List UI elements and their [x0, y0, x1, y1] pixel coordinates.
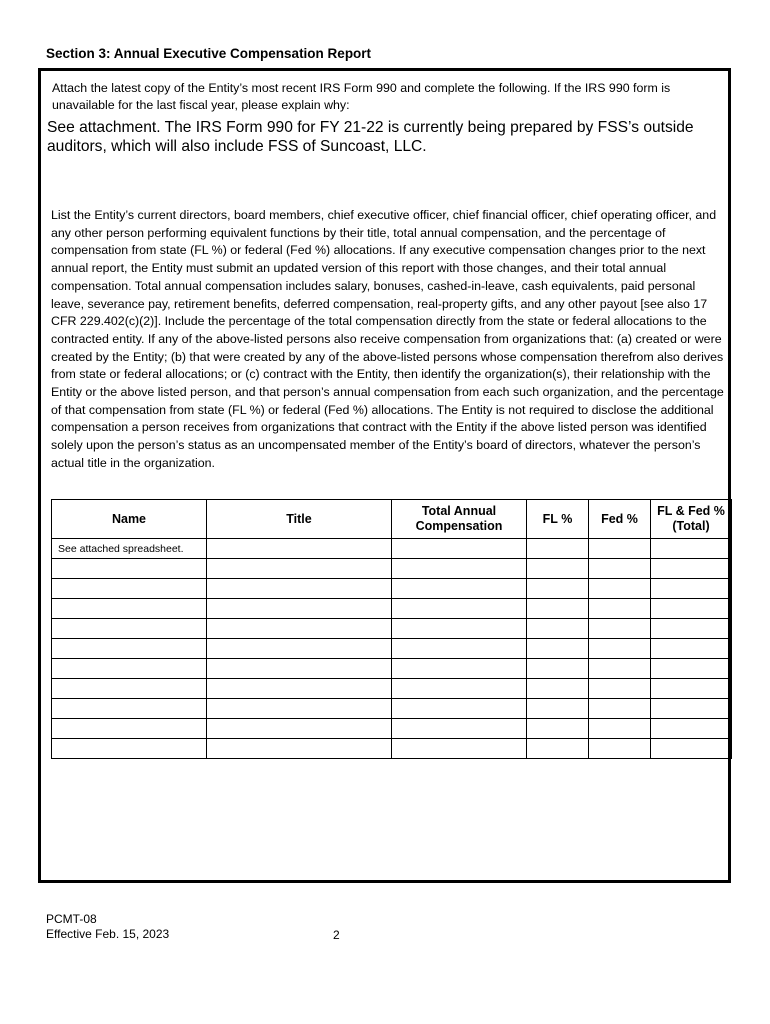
table-cell-name[interactable] — [52, 699, 207, 719]
section-title: Section 3: Annual Executive Compensation Report — [46, 46, 372, 61]
table-cell-total[interactable] — [651, 599, 732, 619]
table-cell-fed[interactable] — [589, 579, 651, 599]
table-row — [52, 659, 732, 679]
response-text-field[interactable]: See attachment. The IRS Form 990 for FY 21-22 is currently being prepared by FSS’s outside auditors, which will also include FSS of Suncoast, LLC. — [47, 119, 694, 155]
table-cell-fed[interactable] — [589, 679, 651, 699]
table-row — [52, 699, 732, 719]
table-cell-compensation[interactable] — [392, 559, 527, 579]
table-cell-total[interactable] — [651, 659, 732, 679]
table-cell-fed[interactable] — [589, 739, 651, 759]
list-instruction: List the Entity’s current directors, board members, chief executive officer, chief financial officer, chief operating officer, and any other person performing equivalent functions by their title, total annual compensation, and the percentage of compensation from state (FL %) or federal (Fed %) allocations. If any executive compensation changes prior to the next annual report, the Entity must submit an updated version of this report with those changes, and their total annual compensation. Total annual compensation includes salary, bonuses, cashed-in-leave, cash equivalents, paid personal leave, severance pay, retirement benefits, deferred compensation, real-property gifts, and any other payout [see also 17 CFR 229.402(c)(2)]. Include the percentage of the total compensation directly from the state or federal allocations to the contracted entity. If any of the above-listed persons also receive compensation from organizations that: (a) created or were created by the Entity; (b) that were created by any of the above-listed persons whose compensation therefrom also derives from state or federal allocations; or (c) contract with the Entity, then identify the organization(s), their relationship with the Entity or the above listed person, and that person’s annual compensation from each such organization, and the percentage of that compensation from state (FL %) or federal (Fed %) allocations. The Entity is not required to disclose the additional compensation a person receives from organizations that contract with the Entity if the above listed person was identified solely upon the person’s status as an uncompensated member of the Entity’s board of directors, whatever the person’s actual title in the organization. — [51, 208, 724, 470]
table-cell-total[interactable] — [651, 539, 732, 559]
table-cell-fl[interactable] — [527, 739, 589, 759]
table-cell-fl[interactable] — [527, 539, 589, 559]
table-cell-fl[interactable] — [527, 559, 589, 579]
table-row — [52, 539, 732, 559]
table-cell-fed[interactable] — [589, 619, 651, 639]
table-cell-name[interactable] — [52, 659, 207, 679]
table-cell-title[interactable] — [207, 719, 392, 739]
table-cell-compensation[interactable] — [392, 659, 527, 679]
compensation-table — [51, 499, 732, 759]
table-cell-title[interactable] — [207, 599, 392, 619]
table-cell-fed[interactable] — [589, 699, 651, 719]
table-cell-name[interactable] — [52, 599, 207, 619]
table-cell-total[interactable] — [651, 639, 732, 659]
table-row — [52, 559, 732, 579]
table-cell-title[interactable] — [207, 679, 392, 699]
footer-form-id: PCMT-08 — [46, 912, 97, 926]
header-title: Title — [207, 500, 392, 539]
header-fed-percent: Fed % — [589, 500, 651, 539]
table-cell-title[interactable] — [207, 539, 392, 559]
table-cell-compensation[interactable] — [392, 719, 527, 739]
table-cell-fed[interactable] — [589, 719, 651, 739]
table-cell-name[interactable] — [52, 739, 207, 759]
table-cell-compensation[interactable] — [392, 599, 527, 619]
table-row — [52, 619, 732, 639]
table-cell-title[interactable] — [207, 699, 392, 719]
table-cell-name[interactable] — [52, 559, 207, 579]
table-row — [52, 579, 732, 599]
table-cell-title[interactable] — [207, 659, 392, 679]
table-cell-fed[interactable] — [589, 639, 651, 659]
table-cell-fed[interactable] — [589, 539, 651, 559]
table-cell-title[interactable] — [207, 579, 392, 599]
table-row — [52, 599, 732, 619]
table-cell-fed[interactable] — [589, 559, 651, 579]
header-fl-percent: FL % — [527, 500, 589, 539]
table-cell-name[interactable] — [52, 639, 207, 659]
table-cell-name[interactable] — [52, 679, 207, 699]
table-cell-fl[interactable] — [527, 579, 589, 599]
table-row — [52, 639, 732, 659]
table-cell-compensation[interactable] — [392, 539, 527, 559]
table-cell-name[interactable] — [52, 719, 207, 739]
table-cell-name[interactable] — [52, 619, 207, 639]
table-cell-fed[interactable] — [589, 599, 651, 619]
header-name: Name — [52, 500, 207, 539]
header-total-annual-compensation: Total Annual Compensation — [392, 500, 527, 539]
footer-form-info — [46, 912, 169, 942]
table-row — [52, 679, 732, 699]
table-cell-fl[interactable] — [527, 619, 589, 639]
form-box — [38, 68, 731, 883]
header-fl-fed-total: FL & Fed % (Total) — [651, 500, 732, 539]
table-cell-fl[interactable] — [527, 659, 589, 679]
table-cell-compensation[interactable] — [392, 639, 527, 659]
table-cell-total[interactable] — [651, 579, 732, 599]
footer-effective-date: Effective Feb. 15, 2023 — [46, 927, 170, 941]
table-cell-fl[interactable] — [527, 699, 589, 719]
table-cell-title[interactable] — [207, 559, 392, 579]
table-row — [52, 739, 732, 759]
table-cell-compensation[interactable] — [392, 699, 527, 719]
table-cell-name[interactable]: See attached spreadsheet. — [52, 539, 207, 559]
table-cell-fed[interactable] — [589, 659, 651, 679]
table-cell-total[interactable] — [651, 719, 732, 739]
table-cell-fl[interactable] — [527, 719, 589, 739]
table-cell-name[interactable] — [52, 579, 207, 599]
attach-instruction: Attach the latest copy of the Entity’s most recent IRS Form 990 and complete the following. If the IRS 990 form is unavailable for the last fiscal year, please explain why: — [52, 81, 671, 112]
table-row — [52, 719, 732, 739]
table-cell-total[interactable] — [651, 619, 732, 639]
table-cell-compensation[interactable] — [392, 619, 527, 639]
table-cell-title[interactable] — [207, 619, 392, 639]
table-cell-fl[interactable] — [527, 599, 589, 619]
table-cell-title[interactable] — [207, 739, 392, 759]
table-cell-compensation[interactable] — [392, 679, 527, 699]
table-cell-compensation[interactable] — [392, 579, 527, 599]
table-cell-title[interactable] — [207, 639, 392, 659]
table-cell-compensation[interactable] — [392, 739, 527, 759]
table-cell-total[interactable] — [651, 699, 732, 719]
table-cell-total[interactable] — [651, 739, 732, 759]
table-header-row — [52, 500, 732, 539]
table-cell-fl[interactable] — [527, 639, 589, 659]
table-cell-total[interactable] — [651, 679, 732, 699]
page-number: 2 — [333, 928, 340, 942]
table-cell-fl[interactable] — [527, 679, 589, 699]
table-cell-total[interactable] — [651, 559, 732, 579]
